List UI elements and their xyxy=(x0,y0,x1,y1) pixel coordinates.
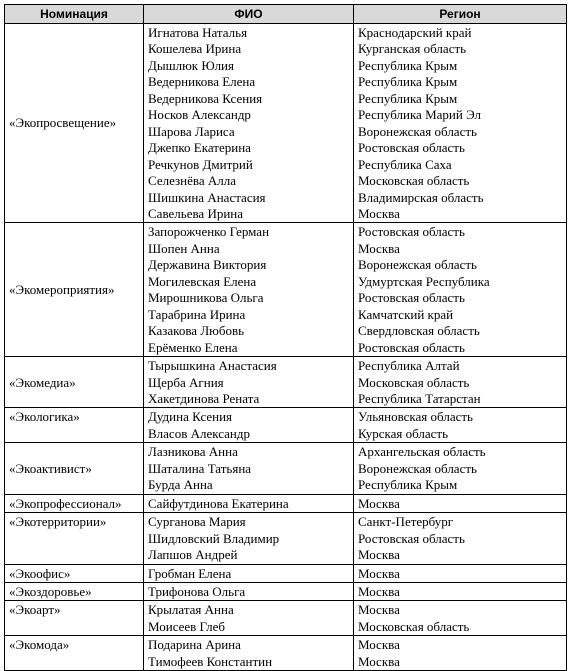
person-name: Державина Виктория xyxy=(148,257,267,273)
person-region: Республика Крым xyxy=(358,477,458,493)
person-name: Сурганова Мария xyxy=(148,514,246,530)
region-cell xyxy=(354,513,567,564)
person-region: Москва xyxy=(358,565,400,581)
person-name: Игнатова Наталья xyxy=(148,25,248,40)
person-name: Шидловский Владимир xyxy=(148,530,280,546)
table-row xyxy=(5,357,567,408)
person-name: Казакова Любовь xyxy=(148,323,245,339)
region-cell xyxy=(354,24,567,223)
person-region: Ростовская область xyxy=(358,339,465,355)
nomination-cell: «Экомедиа» xyxy=(5,357,144,408)
nomination-cell: «Экомода» xyxy=(5,636,144,671)
person-region: Санкт-Петербург xyxy=(358,514,454,530)
person-name: Речкунов Дмитрий xyxy=(148,156,253,172)
person-region: Москва xyxy=(358,653,400,669)
table-row xyxy=(5,494,567,512)
person-region: Республика Татарстан xyxy=(358,390,481,406)
region-cell xyxy=(354,582,567,600)
person-name: Ведерникова Елена xyxy=(148,74,256,90)
fio-cell xyxy=(144,24,354,223)
person-region: Ростовская область xyxy=(358,530,465,546)
person-name: Шопен Анна xyxy=(148,240,220,256)
region-cell xyxy=(354,494,567,512)
nomination-cell: «Экопрофессионал» xyxy=(5,494,144,512)
region-cell xyxy=(354,601,567,636)
table-row xyxy=(5,223,567,357)
table-row xyxy=(5,636,567,671)
person-name: Щерба Агния xyxy=(148,374,224,390)
person-region: Республика Крым xyxy=(358,90,458,106)
person-region: Республика Алтай xyxy=(358,358,460,374)
person-region: Ростовская область xyxy=(358,224,465,240)
header-nomination: Номинация xyxy=(5,5,144,24)
nomination-cell: «Экоарт» xyxy=(5,601,144,636)
nomination-cell: «Экологика» xyxy=(5,408,144,443)
person-name: Носков Александр xyxy=(148,107,251,123)
person-region: Москва xyxy=(358,602,400,618)
header-region: Регион xyxy=(354,5,567,24)
nomination-cell: «Экоофис» xyxy=(5,564,144,582)
fio-cell xyxy=(144,513,354,564)
person-name: Ерёменко Елена xyxy=(148,339,238,355)
person-name: Шаталина Татьяна xyxy=(148,460,252,476)
person-region: Владимирская область xyxy=(358,189,484,205)
person-region: Республика Крым xyxy=(358,57,458,73)
person-region: Архангельская область xyxy=(358,444,486,460)
fio-cell xyxy=(144,408,354,443)
fio-cell xyxy=(144,357,354,408)
person-region: Воронежская область xyxy=(358,460,477,476)
person-region: Воронежская область xyxy=(358,123,477,139)
person-name: Кошелева Ирина xyxy=(148,41,242,57)
person-name: Запорожченко Герман xyxy=(148,224,270,240)
region-cell xyxy=(354,357,567,408)
fio-cell xyxy=(144,564,354,582)
nomination-cell: «Экопросвещение» xyxy=(5,24,144,223)
person-name: Крылатая Анна xyxy=(148,602,234,618)
nomination-cell: «Экотерритории» xyxy=(5,513,144,564)
person-name: Тимофеев Константин xyxy=(148,653,273,669)
person-region: Ростовская область xyxy=(358,140,465,156)
person-name: Джепко Екатерина xyxy=(148,140,251,156)
person-name: Трифонова Ольга xyxy=(148,583,246,599)
person-region: Московская область xyxy=(358,173,470,189)
nomination-cell: «Экомероприятия» xyxy=(5,223,144,357)
person-region: Воронежская область xyxy=(358,257,477,273)
person-name: Подарина Арина xyxy=(148,637,241,653)
person-region: Москва xyxy=(358,637,400,653)
person-name: Тарабрина Ирина xyxy=(148,306,246,322)
person-region: Курская область xyxy=(358,425,449,441)
table-row xyxy=(5,513,567,564)
person-region: Московская область xyxy=(358,374,470,390)
person-region: Москва xyxy=(358,240,400,256)
person-name: Могилевская Елена xyxy=(148,273,257,289)
person-name: Шарова Лариса xyxy=(148,123,235,139)
person-name: Хакетдинова Рената xyxy=(148,390,260,406)
fio-cell xyxy=(144,636,354,671)
region-cell xyxy=(354,223,567,357)
person-region: Ульяновская область xyxy=(358,409,473,425)
table-row xyxy=(5,408,567,443)
person-region: Москва xyxy=(358,547,400,563)
region-cell xyxy=(354,443,567,494)
person-name: Селезнёва Алла xyxy=(148,173,236,189)
person-region: Камчатский край xyxy=(358,306,454,322)
nomination-cell: «Экоздоровье» xyxy=(5,582,144,600)
person-region: Республика Марий Эл xyxy=(358,107,481,123)
person-region: Свердловская область xyxy=(358,323,480,339)
table-row xyxy=(5,564,567,582)
person-region: Удмуртская Республика xyxy=(358,273,490,289)
person-name: Тырышкина Анастасия xyxy=(148,358,277,374)
person-name: Савельева Ирина xyxy=(148,205,244,221)
person-region: Краснодарский край xyxy=(358,25,472,40)
header-row xyxy=(5,5,567,24)
person-name: Дышлюк Юлия xyxy=(148,57,234,73)
fio-cell xyxy=(144,582,354,600)
table-row xyxy=(5,443,567,494)
header-fio: ФИО xyxy=(144,5,354,24)
nominations-table xyxy=(4,4,567,671)
person-region: Москва xyxy=(358,205,400,221)
person-name: Дудина Ксения xyxy=(148,409,233,425)
nomination-cell: «Экоактивист» xyxy=(5,443,144,494)
person-region: Курганская область xyxy=(358,41,467,57)
person-name: Шишкина Анастасия xyxy=(148,189,266,205)
table-row xyxy=(5,582,567,600)
person-name: Лапшов Андрей xyxy=(148,547,238,563)
fio-cell xyxy=(144,443,354,494)
person-region: Москва xyxy=(358,583,400,599)
person-name: Ведерникова Ксения xyxy=(148,90,263,106)
person-region: Ростовская область xyxy=(358,290,465,306)
person-name: Лазникова Анна xyxy=(148,444,238,460)
person-name: Моисеев Глеб xyxy=(148,618,225,634)
person-name: Гробман Елена xyxy=(148,565,232,581)
fio-cell xyxy=(144,494,354,512)
person-region: Московская область xyxy=(358,618,470,634)
fio-cell xyxy=(144,601,354,636)
region-cell xyxy=(354,408,567,443)
person-region: Республика Саха xyxy=(358,156,452,172)
person-region: Республика Крым xyxy=(358,74,458,90)
person-region: Москва xyxy=(358,495,400,511)
table-row xyxy=(5,601,567,636)
person-name: Мирошникова Ольга xyxy=(148,290,264,306)
person-name: Сайфутдинова Екатерина xyxy=(148,495,289,511)
table-body xyxy=(5,24,567,671)
region-cell xyxy=(354,636,567,671)
region-cell xyxy=(354,564,567,582)
person-name: Власов Александр xyxy=(148,425,250,441)
fio-cell xyxy=(144,223,354,357)
person-name: Бурда Анна xyxy=(148,477,213,493)
table-row xyxy=(5,24,567,223)
